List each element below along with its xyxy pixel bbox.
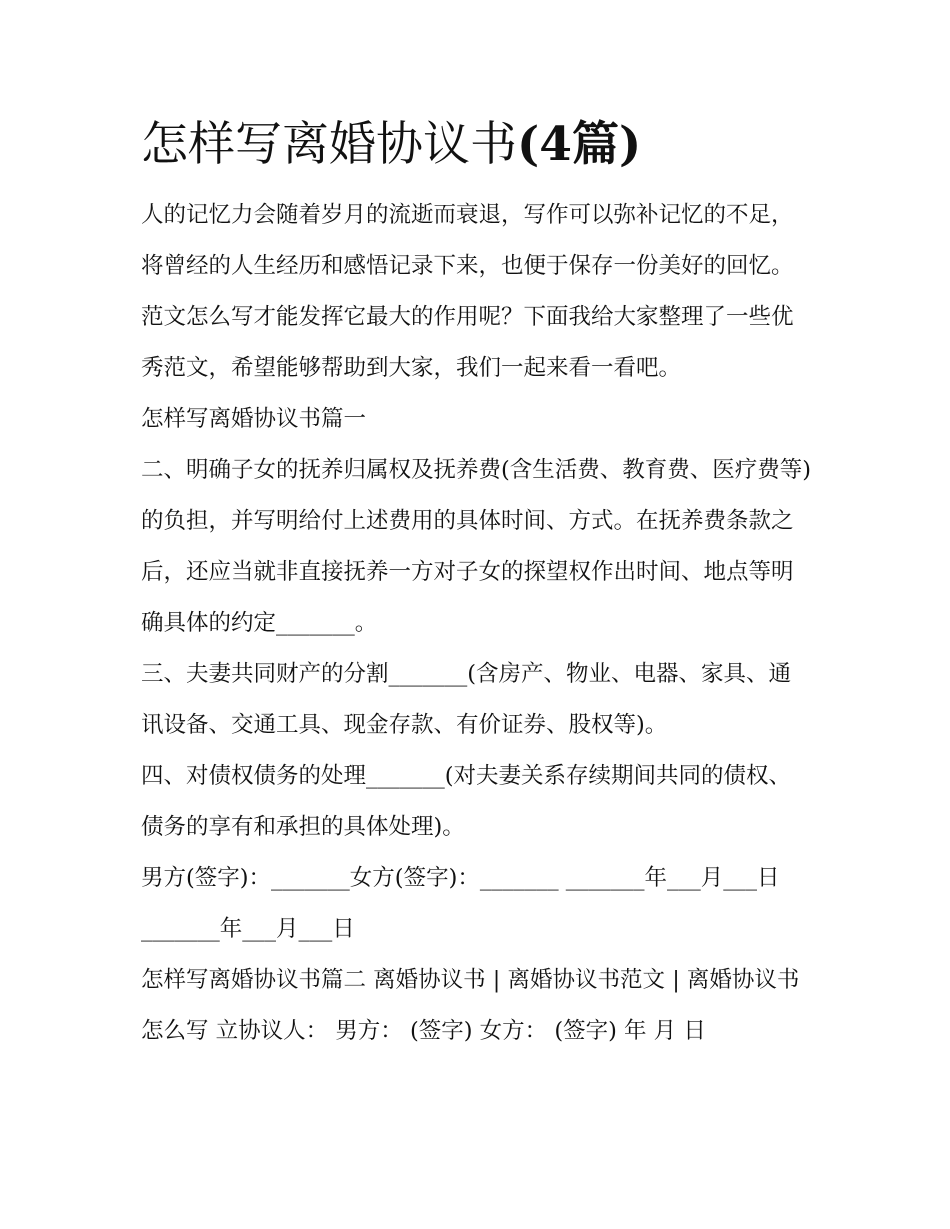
clause-three-paragraph: 三、夫妻共同财产的分割_______(含房产、物业、电器、家具、通讯设备、交通工具、现金存款、有价证券、股权等)。: [141, 661, 792, 738]
section-two-paragraph: 怎样写离婚协议书篇二 离婚协议书 | 离婚协议书范文 | 离婚协议书怎么写 立协议人： 男方： (签字) 女方： (签字) 年 月 日: [141, 967, 800, 1044]
title-suffix: (4篇): [517, 117, 642, 172]
intro-paragraph: 人的记忆力会随着岁月的流逝而衰退，写作可以弥补记忆的不足，将曾经的人生经历和感悟记录下来，也便于保存一份美好的回忆。范文怎么写才能发挥它最大的作用呢？下面我给大家整理了一些优秀范文，希望能够帮助到大家，我们一起来看一看吧。: [141, 202, 794, 381]
clause-two-paragraph: 二、明确子女的抚养归属权及抚养费(含生活费、教育费、医疗费等)的负担，并写明给付上述费用的具体时间、方式。在抚养费条款之后，还应当就非直接抚养一方对子女的探望权作出时间、地点等明确具体的约定_______。: [141, 457, 812, 636]
title-main: 怎样写离婚协议书: [141, 117, 517, 172]
signature-paragraph: 男方(签字)：_______女方(签字)：_______ _______年___月___日_______年___月___日: [141, 865, 780, 942]
document-title: [141, 112, 813, 178]
section-heading-one: 怎样写离婚协议书篇一: [141, 406, 367, 432]
clause-four-paragraph: 四、对债权债务的处理_______(对夫妻关系存续期间共同的债权、债务的享有和承担的具体处理)。: [141, 763, 792, 840]
document-body: [141, 112, 813, 1057]
